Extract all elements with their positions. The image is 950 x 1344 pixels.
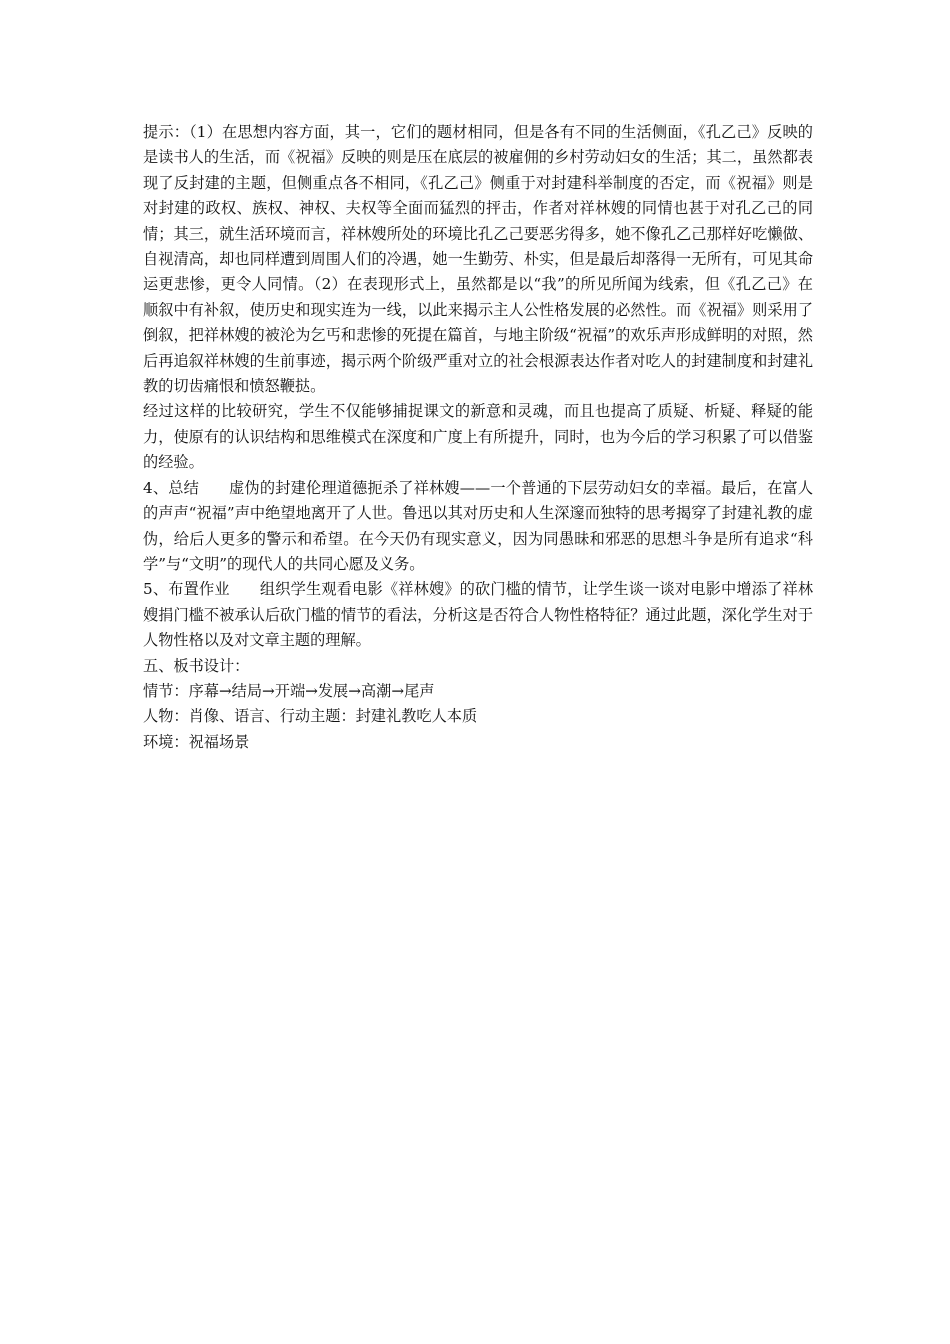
summary-label: 4、总结 [143,478,199,497]
homework-text: 组织学生观看电影《祥林嫂》的砍门槛的情节，让学生谈一谈对电影中增添了祥林嫂捐门槛不被承认后砍门槛的情节的看法，分析这是否符合人物性格特征？通过此题，深化学生对于人物性格以及对文章主题的理解。 [143,580,814,650]
document-page [143,120,813,755]
summary-paragraph [143,476,813,578]
homework-paragraph [143,577,813,653]
hint-paragraph: 提示：（1）在思想内容方面，其一，它们的题材相同，但是各有不同的生活侧面，《孔乙己》反映的是读书人的生活，而《祝福》反映的则是压在底层的被雇佣的乡村劳动妇女的生活；其二，虽然都表现了反封建的主题，但侧重点各不相同，《孔乙己》侧重于对封建科举制度的否定，而《祝福》则是对封建的政权、族权、神权、夫权等全面而猛烈的抨击，作者对祥林嫂的同情也甚于对孔乙己的同情；其三，就生活环境而言，祥林嫂所处的环境比孔乙己要恶劣得多，她不像孔乙己那样好吃懒做、自视清高，却也同样遭到周围人们的冷遇，她一生勤劳、朴实，但是最后却落得一无所有，可见其命运更悲惨，更令人同情。（2）在表现形式上，虽然都是以“我”的所见所闻为线索，但《孔乙己》在顺叙中有补叙，使历史和现实连为一线，以此来揭示主人公性格发展的必然性。而《祝福》则采用了倒叙，把祥林嫂的被沦为乞丐和悲惨的死提在篇首，与地主阶级“祝福”的欢乐声形成鲜明的对照，然后再追叙祥林嫂的生前事迹，揭示两个阶级严重对立的社会根源表达作者对吃人的封建制度和封建礼教的切齿痛恨和愤怒鞭挞。 [143,123,813,396]
plot-line: 情节：序幕→结局→开端→发展→高潮→尾声 [143,681,435,700]
comparison-paragraph: 经过这样的比较研究，学生不仅能够捕捉课文的新意和灵魂，而且也提高了质疑、析疑、释疑的能力，使原有的认识结构和思维模式在深度和广度上有所提升，同时，也为今后的学习积累了可以借鉴的经验。 [143,402,813,472]
board-heading: 五、板书设计： [143,656,250,675]
environment-line: 环境：祝福场景 [143,732,250,751]
summary-text: 虚伪的封建伦理道德扼杀了祥林嫂——一个普通的下层劳动妇女的幸福。最后，在富人的声声“祝福”声中绝望地离开了人世。鲁迅以其对历史和人生深邃而独特的思考揭穿了封建礼教的虚伪，给后人更多的警示和希望。在今天仍有现实意义，因为同愚昧和邪恶的思想斗争是所有追求“科学”与“文明”的现代人的共同心愿及义务。 [143,478,814,573]
homework-label: 5、布置作业 [143,580,230,599]
character-line: 人物：肖像、语言、行动主题：封建礼教吃人本质 [143,707,478,726]
